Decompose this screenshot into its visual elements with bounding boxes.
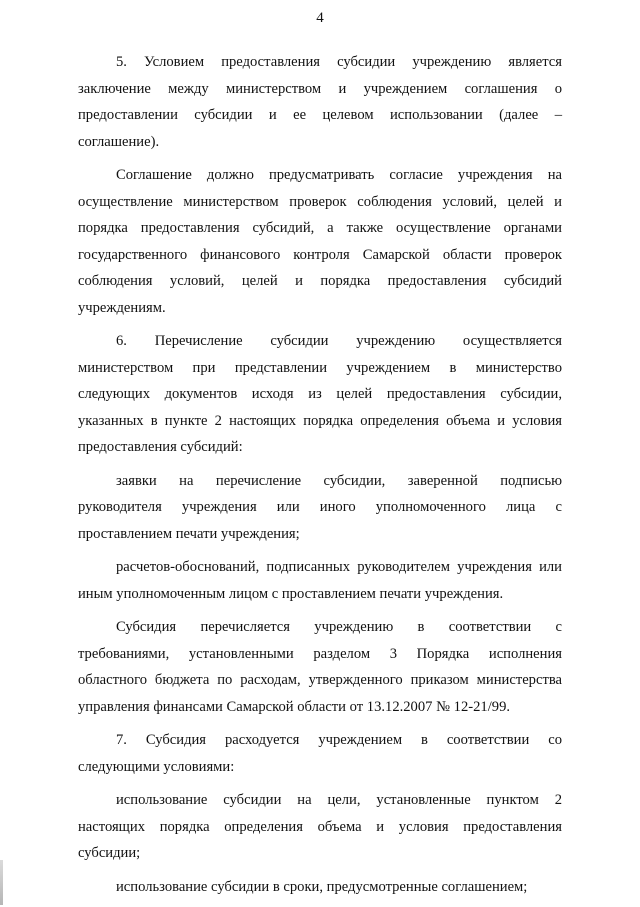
paragraph-line: указанных в пункте 2 настоящих порядка определения объема и условия bbox=[78, 412, 562, 429]
paragraph-line: расчетов-обоснований, подписанных руководителем учреждения или bbox=[116, 559, 562, 575]
page-number: 4 bbox=[316, 10, 324, 26]
paragraph-line: соглашение). bbox=[78, 133, 160, 150]
paragraph-line: Субсидия перечисляется учреждению в соответствии с bbox=[116, 619, 562, 635]
paragraph bbox=[78, 874, 562, 901]
paragraph-line: заявки на перечисление субсидии, заверенной подписью bbox=[116, 472, 562, 489]
paragraph-line: следующих документов исходя из целей предоставления субсидии, bbox=[78, 386, 562, 402]
paragraph-line: использование субсидии в сроки, предусмотренные соглашением; bbox=[116, 878, 528, 895]
paragraph bbox=[78, 727, 562, 780]
paragraph bbox=[78, 468, 562, 548]
paragraph-line: заключение между министерством и учреждением соглашения о bbox=[78, 80, 562, 97]
paragraph-line: 7. Субсидия расходуется учреждением в соответствии со bbox=[116, 732, 562, 748]
paragraph-line: проставлением печати учреждения; bbox=[78, 525, 300, 542]
paragraph-line: требованиями, установленными разделом 3 Порядка исполнения bbox=[78, 645, 562, 662]
paragraph-line: областного бюджета по расходам, утвержденного приказом министерства bbox=[78, 672, 562, 688]
paragraph-line: осуществление министерством проверок соблюдения условий, целей и bbox=[78, 193, 562, 210]
paragraph-line: иным уполномоченным лицом с проставлением печати учреждения. bbox=[78, 585, 504, 602]
paragraph-line: соблюдения условий, целей и порядка предоставления субсидий bbox=[78, 273, 562, 289]
document-body bbox=[78, 49, 562, 907]
paragraph-line: учреждениям. bbox=[78, 299, 166, 316]
paragraph-line: управления финансами Самарской области от 13.12.2007 № 12-21/99. bbox=[78, 698, 511, 715]
paragraph bbox=[78, 49, 562, 155]
paragraph-line: следующими условиями: bbox=[78, 758, 235, 775]
paragraph-line: порядка предоставления субсидий, а также осуществление органами bbox=[78, 220, 562, 236]
paragraph-line: государственного финансового контроля Самарской области проверок bbox=[78, 246, 562, 263]
paragraph-line: руководителя учреждения или иного уполномоченного лица с bbox=[78, 499, 562, 515]
paragraph-line: 6. Перечисление субсидии учреждению осуществляется bbox=[116, 333, 562, 349]
paragraph-line: министерством при представлении учреждением в министерство bbox=[78, 359, 562, 376]
paragraph-line: субсидии; bbox=[78, 845, 141, 861]
paragraph bbox=[78, 614, 562, 720]
paragraph-line: 5. Условием предоставления субсидии учреждению является bbox=[116, 54, 562, 70]
paragraph-line: предоставлении субсидии и ее целевом использовании (далее – bbox=[78, 107, 562, 123]
paragraph bbox=[78, 554, 562, 607]
paragraph bbox=[78, 162, 562, 321]
paragraph bbox=[78, 328, 562, 461]
paragraph-line: предоставления субсидий: bbox=[78, 439, 243, 455]
paragraph-line: настоящих порядка определения объема и условия предоставления bbox=[78, 818, 562, 835]
paragraph-line: использование субсидии на цели, установленные пунктом 2 bbox=[116, 792, 562, 808]
scan-edge-mark bbox=[0, 860, 3, 905]
paragraph bbox=[78, 787, 562, 867]
paragraph-line: Соглашение должно предусматривать согласие учреждения на bbox=[116, 167, 562, 183]
